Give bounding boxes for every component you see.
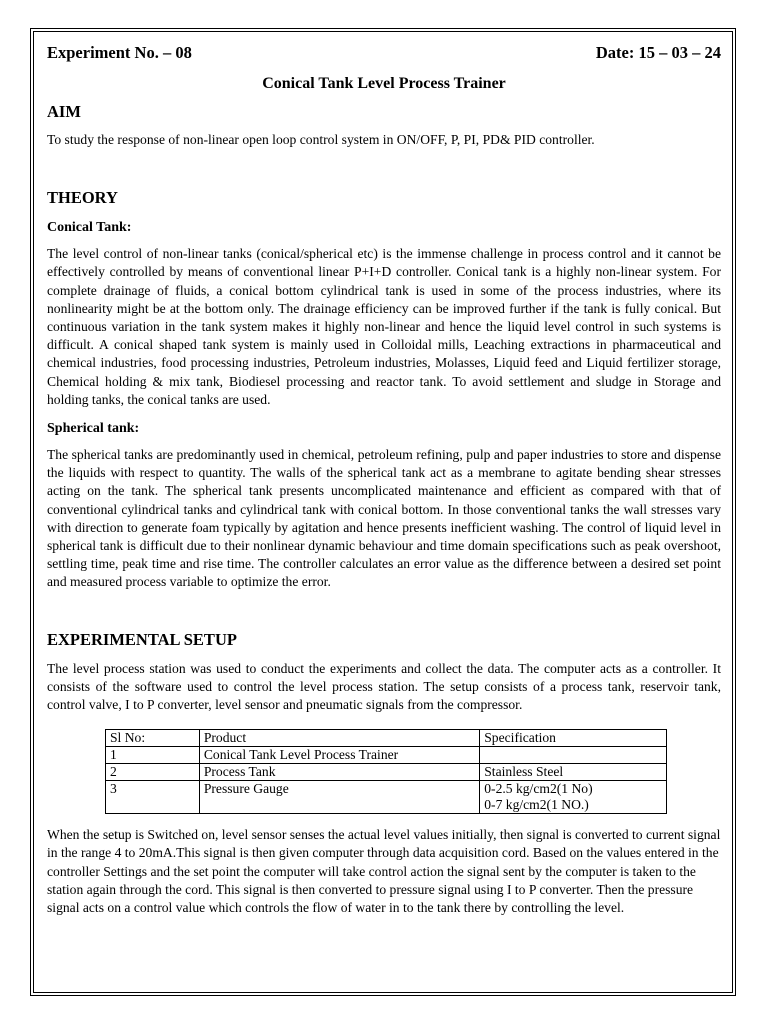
table-cell: 3 (106, 781, 200, 814)
header-row (47, 42, 721, 64)
document-body (47, 42, 721, 917)
theory-heading: THEORY (47, 188, 118, 208)
table-cell (480, 747, 667, 764)
table-cell: 1 (106, 747, 200, 764)
table-header-cell: Specification (480, 730, 667, 747)
table-cell: 2 (106, 764, 200, 781)
equipment-table (105, 729, 667, 814)
spherical-tank-heading: Spherical tank: (47, 421, 140, 437)
table-header-cell: Product (199, 730, 479, 747)
table-cell: Pressure Gauge (199, 781, 479, 814)
table-row (106, 747, 667, 764)
table-cell: Process Tank (199, 764, 479, 781)
aim-heading: AIM (47, 102, 81, 121)
table-header-cell: Sl No: (106, 730, 200, 747)
conical-tank-text: The level control of non-linear tanks (conical/spherical etc) is the immense challenge in process control and it cannot be effectively controlled by means of conventional linear P+I+D controller. Conical tank is a highly non-linear system. For complete drainage of fluids, a conical bottom cylindrical tank is used in some of the process industries, where its nonlinearity might be at the bottom only. The drainage efficiency can be improved further if the tank is fully conical. But continuous variation in the tank system makes it highly non-linear and hence the liquid level control in such systems is difficult. A conical shaped tank system is mainly used in Colloidal mills, Leaching extractions in pharmaceutical and chemical industries, food processing industries, Petroleum industries, Molasses, Liquid feed and Liquid fertilizer storage, Chemical holding & mix tank, Biodiesel processing and reactor tank. To avoid settlement and sludge in Storage and holding tanks, the conical tanks are used. (47, 246, 721, 407)
aim-text: To study the response of non-linear open loop control system in ON/OFF, P, PI, PD& PID controller. (47, 132, 595, 147)
table-row (106, 764, 667, 781)
spec-line: 0-7 kg/cm2(1 NO.) (484, 797, 589, 813)
spherical-tank-text: The spherical tanks are predominantly used in chemical, petroleum refining, pulp and paper industries to store and dispense the liquids with respect to quantity. The walls of the spherical tank act as a membrane to agitate bending shear stresses acting on the tank. The spherical tank presents uncomplicated maintenance and efficient as compared with that of conventional cylindrical tanks and cylindrical tank with conical bottom. In those conventional tanks the wall stresses vary with direction to generate foam typically by agitation and hence presents inefficient washing. The control of liquid level in spherical tank is difficult due to their nonlinear dynamic behaviour and time domain specifications such as peak overshoot, settling time, peak time and rise time. The controller calculates an error value as the difference between a desired set point and measured process variable to optimize the error. (47, 447, 721, 590)
table-cell: Conical Tank Level Process Trainer (199, 747, 479, 764)
table-row (106, 781, 667, 814)
conical-tank-heading: Conical Tank: (47, 220, 132, 236)
setup-text: The level process station was used to conduct the experiments and collect the data. The computer acts as a controller. It consists of the software used to control the level process station. The setup consists of a process tank, reservoir tank, control valve, I to P converter, level sensor and pneumatic signals from the compressor. (47, 660, 721, 713)
table-cell (480, 781, 667, 814)
setup-heading: EXPERIMENTAL SETUP (47, 629, 237, 649)
page-title: Conical Tank Level Process Trainer (262, 75, 506, 92)
setup-closing-text: When the setup is Switched on, level sensor senses the actual level values initially, then signal is converted to current signal in the range 4 to 20mA.This signal is then given computer through data acquisition cord. Based on the values entered in the controller Settings and the set point the computer will take control action the signal sent by the computer is taken to the station again through the cord. This signal is then converted to pressure signal using I to P converter. Then the pressure signal acts on a control value which controls the flow of water in to the tank there by controlling the level. (47, 827, 721, 916)
table-cell: Stainless Steel (480, 764, 667, 781)
spec-line: 0-2.5 kg/cm2(1 No) (484, 781, 593, 797)
experiment-date: Date: 15 – 03 – 24 (595, 43, 721, 62)
table-header-row (106, 730, 667, 747)
experiment-number: Experiment No. – 08 (47, 43, 192, 62)
